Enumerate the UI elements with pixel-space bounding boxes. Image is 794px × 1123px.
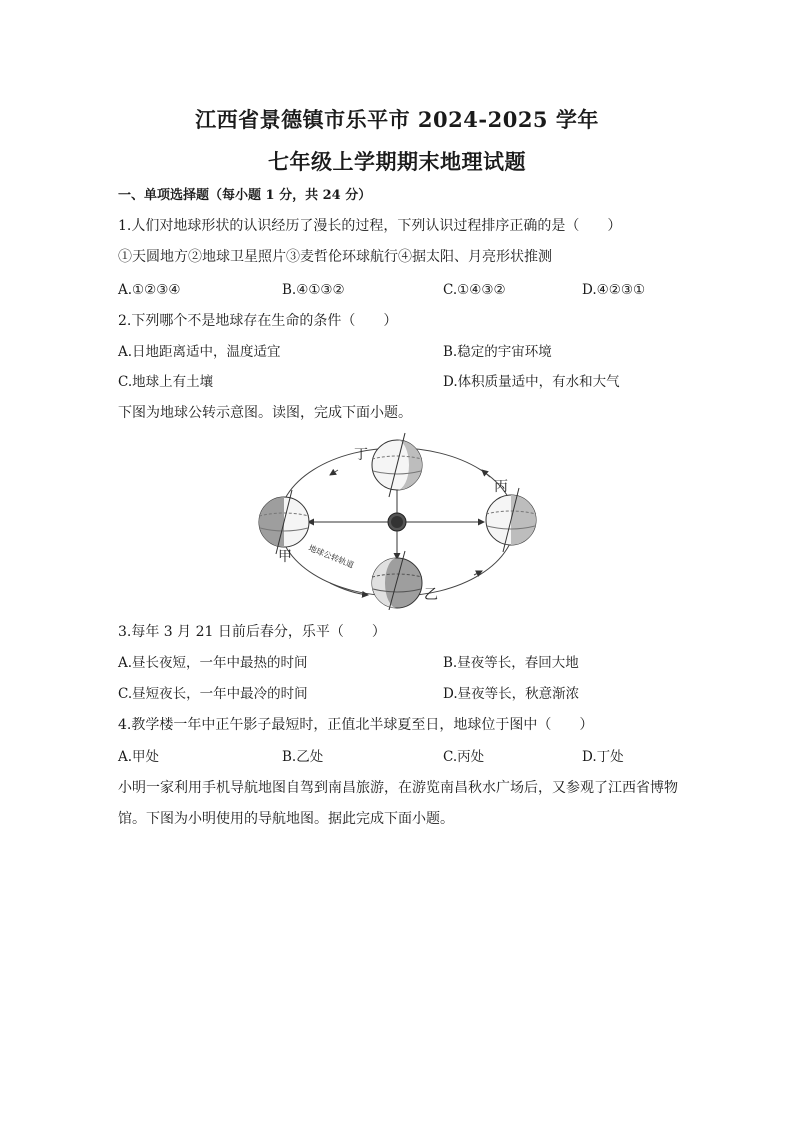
nav-intro-line1: 小明一家利用手机导航地图自驾到南昌旅游，在游览南昌秋水广场后，又参观了江西省博物	[118, 780, 678, 796]
q1-option-d[interactable]: D.④②③①	[582, 282, 646, 298]
q3-stem: 3.每年 3 月 21 日前后春分，乐平（ ）	[118, 624, 386, 640]
earth-bing	[486, 488, 536, 552]
q3-option-b[interactable]: B.昼夜等长，春回大地	[443, 655, 579, 671]
q1-items: ①天圆地方②地球卫星照片③麦哲伦环球航行④据太阳、月亮形状推测	[118, 249, 552, 265]
q1-stem: 1.人们对地球形状的认识经历了漫长的过程，下列认识过程排序正确的是（ ）	[118, 218, 622, 234]
nav-intro-line2: 馆。下图为小明使用的导航地图。据此完成下面小题。	[118, 811, 454, 827]
earth-yi	[372, 551, 422, 610]
q2-option-c[interactable]: C.地球上有土壤	[118, 374, 214, 390]
q4-option-c[interactable]: C.丙处	[443, 749, 485, 765]
q4-option-b[interactable]: B.乙处	[282, 749, 324, 765]
q2-option-b[interactable]: B.稳定的宇宙环境	[443, 344, 552, 360]
section-heading: 一、单项选择题（每小题 1 分，共 24 分）	[118, 188, 372, 203]
q3-option-c[interactable]: C.昼短夜长，一年中最冷的时间	[118, 686, 308, 702]
diagram-intro: 下图为地球公转示意图。读图，完成下面小题。	[118, 405, 412, 421]
earth-ding	[372, 433, 422, 497]
orbit-arrow	[482, 470, 490, 477]
q1-option-a[interactable]: A.①②③④	[118, 282, 181, 298]
earth-jia	[259, 490, 309, 554]
q1-option-b[interactable]: B.④①③②	[282, 282, 345, 298]
orbit-label: 地球公转轨道	[307, 543, 356, 570]
earth-revolution-diagram	[250, 425, 550, 610]
exam-title-line2: 七年级上学期期末地理试题	[268, 149, 526, 174]
q2-stem: 2.下列哪个不是地球存在生命的条件（ ）	[118, 313, 398, 329]
orbit-arrow	[330, 470, 338, 475]
label-bing: 丙	[494, 479, 508, 495]
q1-option-c[interactable]: C.①④③②	[443, 282, 506, 298]
q3-option-d[interactable]: D.昼夜等长，秋意渐浓	[443, 686, 580, 702]
q3-option-a[interactable]: A.昼长夜短，一年中最热的时间	[118, 655, 308, 671]
label-ding: 丁	[354, 447, 368, 463]
q2-option-a[interactable]: A.日地距离适中，温度适宜	[118, 344, 281, 360]
q4-option-d[interactable]: D.丁处	[582, 749, 624, 765]
label-yi: 乙	[424, 587, 438, 603]
exam-title-line1: 江西省景德镇市乐平市 2024-2025 学年	[195, 107, 599, 132]
q4-option-a[interactable]: A.甲处	[118, 749, 160, 765]
q2-option-d[interactable]: D.体积质量适中，有水和大气	[443, 374, 620, 390]
label-jia: 甲	[278, 549, 292, 565]
q4-stem: 4.教学楼一年中正午影子最短时，正值北半球夏至日，地球位于图中（ ）	[118, 717, 594, 733]
